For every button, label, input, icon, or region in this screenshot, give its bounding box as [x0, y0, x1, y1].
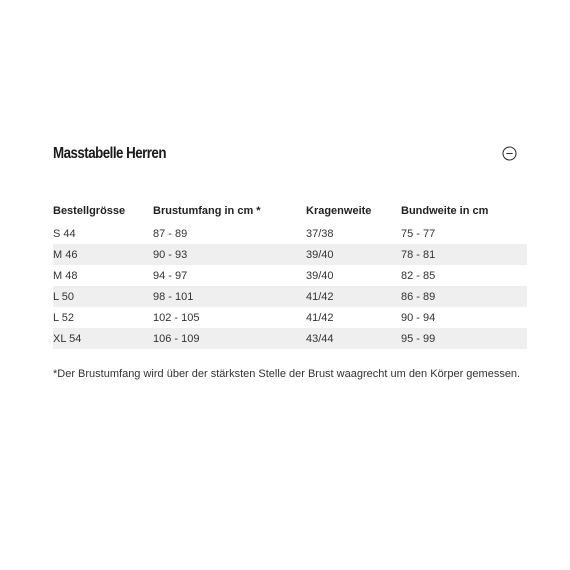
collar-cell: 41/42: [306, 311, 334, 324]
size-table: [53, 199, 527, 349]
table-row: [53, 223, 527, 244]
collar-cell: 39/40: [306, 269, 334, 282]
column-header-chest: Brustumfang in cm *: [153, 205, 261, 217]
chest-cell: 106 - 109: [153, 328, 306, 349]
collar-cell: 43/44: [306, 328, 401, 349]
column-header-order-size: Bestellgrösse: [53, 205, 126, 217]
collar-cell: 37/38: [306, 227, 334, 240]
table-row: [53, 328, 527, 349]
table-row: [53, 286, 527, 307]
chest-cell: 102 - 105: [153, 311, 200, 324]
chest-cell: 90 - 93: [153, 244, 306, 265]
table-header-row: [53, 199, 527, 223]
waist-cell: 95 - 99: [401, 328, 527, 349]
minus-circle-icon: [502, 146, 517, 161]
table-row: [53, 265, 527, 286]
chest-cell: 98 - 101: [153, 286, 306, 307]
column-header-waist: Bundweite in cm: [401, 205, 489, 217]
order-size-cell: L 50: [53, 286, 153, 307]
table-row: [53, 244, 527, 265]
order-size-cell: L 52: [53, 311, 75, 324]
column-header-collar: Kragenweite: [306, 205, 372, 217]
order-size-cell: M 46: [53, 244, 153, 265]
waist-cell: 78 - 81: [401, 244, 527, 265]
chest-cell: 94 - 97: [153, 269, 188, 282]
waist-cell: 75 - 77: [401, 227, 436, 240]
collar-cell: 41/42: [306, 286, 401, 307]
order-size-cell: M 48: [53, 269, 78, 282]
collar-cell: 39/40: [306, 244, 401, 265]
waist-cell: 90 - 94: [401, 311, 436, 324]
waist-cell: 82 - 85: [401, 269, 436, 282]
order-size-cell: S 44: [53, 227, 76, 240]
size-chart-title: Masstabelle Herren: [53, 145, 166, 162]
chest-cell: 87 - 89: [153, 227, 188, 240]
collapse-button[interactable]: [502, 146, 517, 161]
waist-cell: 86 - 89: [401, 286, 527, 307]
order-size-cell: XL 54: [53, 328, 153, 349]
footnote: *Der Brustumfang wird über der stärksten Stelle der Brust waagrecht um den Körper gemessen.: [53, 368, 521, 380]
size-chart-header: [53, 143, 527, 167]
table-row: [53, 307, 527, 328]
